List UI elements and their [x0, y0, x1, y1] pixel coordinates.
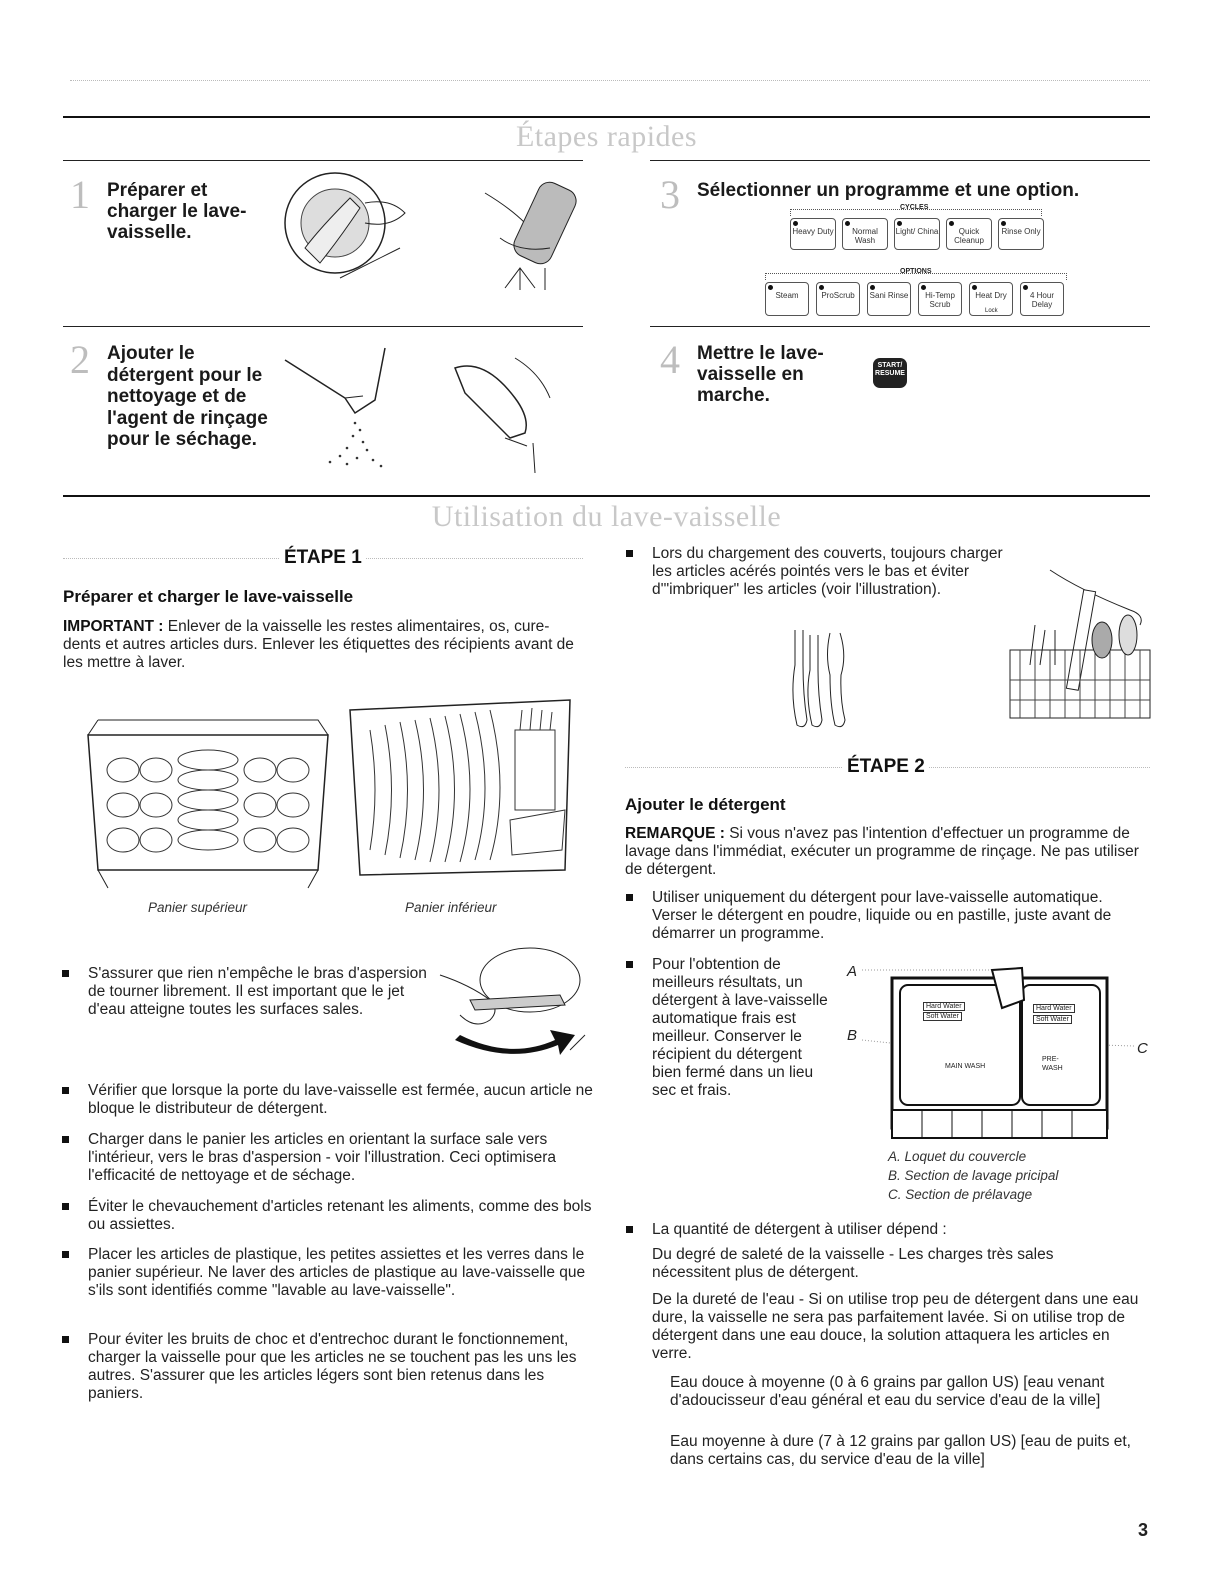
cutlery-basket-illustration [1010, 570, 1150, 720]
bullet-detergent-type: Utiliser uniquement du détergent pour lave-vaisselle automatique. Verser le détergent en poudre, liquide ou en pastille, juste avant de démarrer un programme. [652, 889, 1132, 943]
step-2-number: 2 [70, 337, 90, 382]
bullet-overlap: Éviter le chevauchement d'articles retenant les aliments, comme des bols ou assiettes. [88, 1198, 598, 1234]
lock-label: Lock [985, 308, 998, 314]
option-button-proscrub[interactable]: ProScrub [816, 282, 860, 316]
bullet-spray-arm: S'assurer que rien n'empêche le bras d'aspersion de tourner librement. Il est important que le jet d'eau atteigne toutes les surfaces sales. [88, 965, 428, 1019]
remarque-paragraph [625, 825, 1150, 879]
cycles-bracket [790, 209, 1042, 216]
cutlery-nesting-illustration [785, 625, 855, 735]
usage-title: Utilisation du lave-vaisselle [431, 500, 782, 533]
cycle-button-light-china[interactable]: Light/ China [894, 218, 940, 250]
start-resume-button[interactable]: START/ RESUME [873, 358, 907, 388]
step-4-number: 4 [660, 337, 680, 382]
option-button-hi-temp-scrub[interactable]: Hi-Temp Scrub [918, 282, 962, 316]
quick-steps-right-divider [650, 160, 1150, 161]
important-paragraph [63, 618, 583, 672]
dispenser-label-b: B [847, 1027, 858, 1044]
step-1-text: Préparer et charger le lave-vaisselle. [107, 180, 247, 243]
option-button-heat-dry[interactable]: Heat Dry [969, 282, 1013, 316]
bullet-cutlery: Lors du chargement des couverts, toujours charger les articles acérés pointés vers le bas et éviter d'"imbriquer" les articles (voir l'illustration). [652, 545, 1012, 599]
dispenser-label-a: A [847, 963, 858, 980]
options-label: OPTIONS [900, 268, 932, 275]
cycles-label: CYCLES [900, 204, 929, 211]
quick-steps-left-divider [63, 160, 583, 161]
cycle-button-quick-cleanup[interactable]: Quick Cleanup [946, 218, 992, 250]
lower-rack-illustration [340, 690, 580, 890]
step-4-text: Mettre le lave-vaisselle en marche. [697, 343, 824, 406]
dispenser-pre-wash: PRE-WASH [1042, 1056, 1063, 1072]
cycle-button-normal-wash[interactable]: Normal Wash [842, 218, 888, 250]
subsub-hard-water: Eau moyenne à dure (7 à 12 grains par gallon US) [eau de puits et, dans certains cas, du service d'eau de la ville] [670, 1433, 1131, 1468]
spray-arm-illustration [430, 940, 590, 1065]
remarque-label: REMARQUE : [625, 825, 725, 842]
important-text: Enlever de la vaisselle les restes alimentaires, os, cure-dents et autres articles durs. Enlever les étiquettes des récipients avant de les mettre à laver. [63, 618, 574, 671]
cycle-button-rinse-only[interactable]: Rinse Only [998, 218, 1044, 250]
sub-water-hardness: De la dureté de l'eau - Si on utilise trop peu de détergent dans une eau dure, la vaisselle ne sera pas parfaitement lavée. Si on utilise trop de détergent dans une eau douce, la solution attaquera les articles en verre. [652, 1291, 1139, 1362]
step-2-text: Ajouter le détergent pour le nettoyage et de l'agent de rinçage pour le séchage. [107, 343, 268, 450]
etape-1-heading: Préparer et charger le lave-vaisselle [63, 587, 354, 606]
sub-soil-level: Du degré de saleté de la vaisselle - Les charges très sales nécessitent plus de détergent. [652, 1246, 1054, 1281]
dispenser-hard-water-left: Hard Water [923, 1002, 965, 1011]
remarque-text: Si vous n'avez pas l'intention d'effectuer un programme de lavage dans l'immédiat, exécuter un programme de rinçage. Ne pas utiliser de détergent. [625, 825, 1139, 878]
subsub-soft-water: Eau douce à moyenne (0 à 6 grains par gallon US) [eau venant d'adoucisseur d'eau général et eau du service d'eau de la ville] [670, 1374, 1105, 1409]
bullet-noise: Pour éviter les bruits de choc et d'entrechoc durant le fonctionnement, charger la vaisselle pour que les articles ne se touchent pas les uns les autres. S'assurer que les articles légers sont bien retenus dans les paniers. [88, 1331, 598, 1403]
caption-upper-rack: Panier supérieur [148, 900, 248, 915]
options-bracket [765, 273, 1067, 280]
bullet-fresh-detergent: Pour l'obtention de meilleurs résultats, un détergent à lave-vaisselle automatique frais est meilleur. Conserver le récipient du détergent bien fermé dans un lieu sec et frais. [652, 956, 832, 1100]
step-3-number: 3 [660, 172, 680, 217]
pouring-detergent-illustration [285, 338, 575, 478]
caption-lid-latch: A. Loquet du couvercle [888, 1149, 1027, 1164]
caption-lower-rack: Panier inférieur [405, 900, 497, 915]
quick-steps-mid-right-divider [650, 326, 1150, 327]
control-panel [760, 200, 1070, 322]
important-label: IMPORTANT : [63, 618, 164, 635]
step-1-number: 1 [70, 172, 90, 217]
dispenser-hard-water-right: Hard Water [1033, 1004, 1075, 1013]
bullet-load-orientation: Charger dans le panier les articles en orientant la surface sale vers l'intérieur, vers le bras d'aspersion - voir l'illustration. Ceci optimisera l'efficacité de nettoyage et de séchage. [88, 1131, 598, 1185]
caption-main-wash-section: B. Section de lavage pricipal [888, 1168, 1059, 1183]
step-3-text: Sélectionner un programme et une option. [697, 180, 1080, 201]
scraping-plate-illustration [280, 168, 590, 293]
section-rule-usage [63, 495, 1150, 497]
etape-1-label: ÉTAPE 1 [280, 547, 366, 569]
dispenser-soft-water-right: Soft Water [1033, 1015, 1072, 1024]
bullet-detergent-quantity: La quantité de détergent à utiliser dépend : [652, 1221, 1132, 1239]
cycle-button-heavy-duty[interactable]: Heavy Duty [790, 218, 836, 250]
section-rule-top [63, 116, 1150, 118]
upper-rack-illustration [78, 710, 338, 890]
caption-prewash-section: C. Section de prélavage [888, 1187, 1033, 1202]
top-dotted-line [70, 80, 1150, 81]
dispenser-label-c: C [1137, 1040, 1148, 1057]
etape-2-label: ÉTAPE 2 [843, 756, 929, 778]
page-number: 3 [1138, 1520, 1149, 1540]
etape-2-heading: Ajouter le détergent [625, 795, 786, 814]
option-button-steam[interactable]: Steam [765, 282, 809, 316]
quick-steps-title: Étapes rapides [515, 120, 698, 153]
detergent-dispenser-illustration [862, 960, 1137, 1145]
bullet-dispenser-blocked: Vérifier que lorsque la porte du lave-vaisselle est fermée, aucun article ne bloque le distributeur de détergent. [88, 1082, 598, 1118]
option-button-sani-rinse[interactable]: Sani Rinse [867, 282, 911, 316]
option-button-4-hour-delay[interactable]: 4 Hour Delay [1020, 282, 1064, 316]
dispenser-main-wash: MAIN WASH [945, 1063, 986, 1070]
dispenser-soft-water-left: Soft Water [923, 1012, 962, 1021]
quick-steps-mid-left-divider [63, 326, 583, 327]
bullet-plastics: Placer les articles de plastique, les petites assiettes et les verres dans le panier supérieur. Ne laver des articles de plastique au lave-vaisselle que s'ils sont identifiés comme "lavable au lave-vaisselle". [88, 1246, 588, 1300]
